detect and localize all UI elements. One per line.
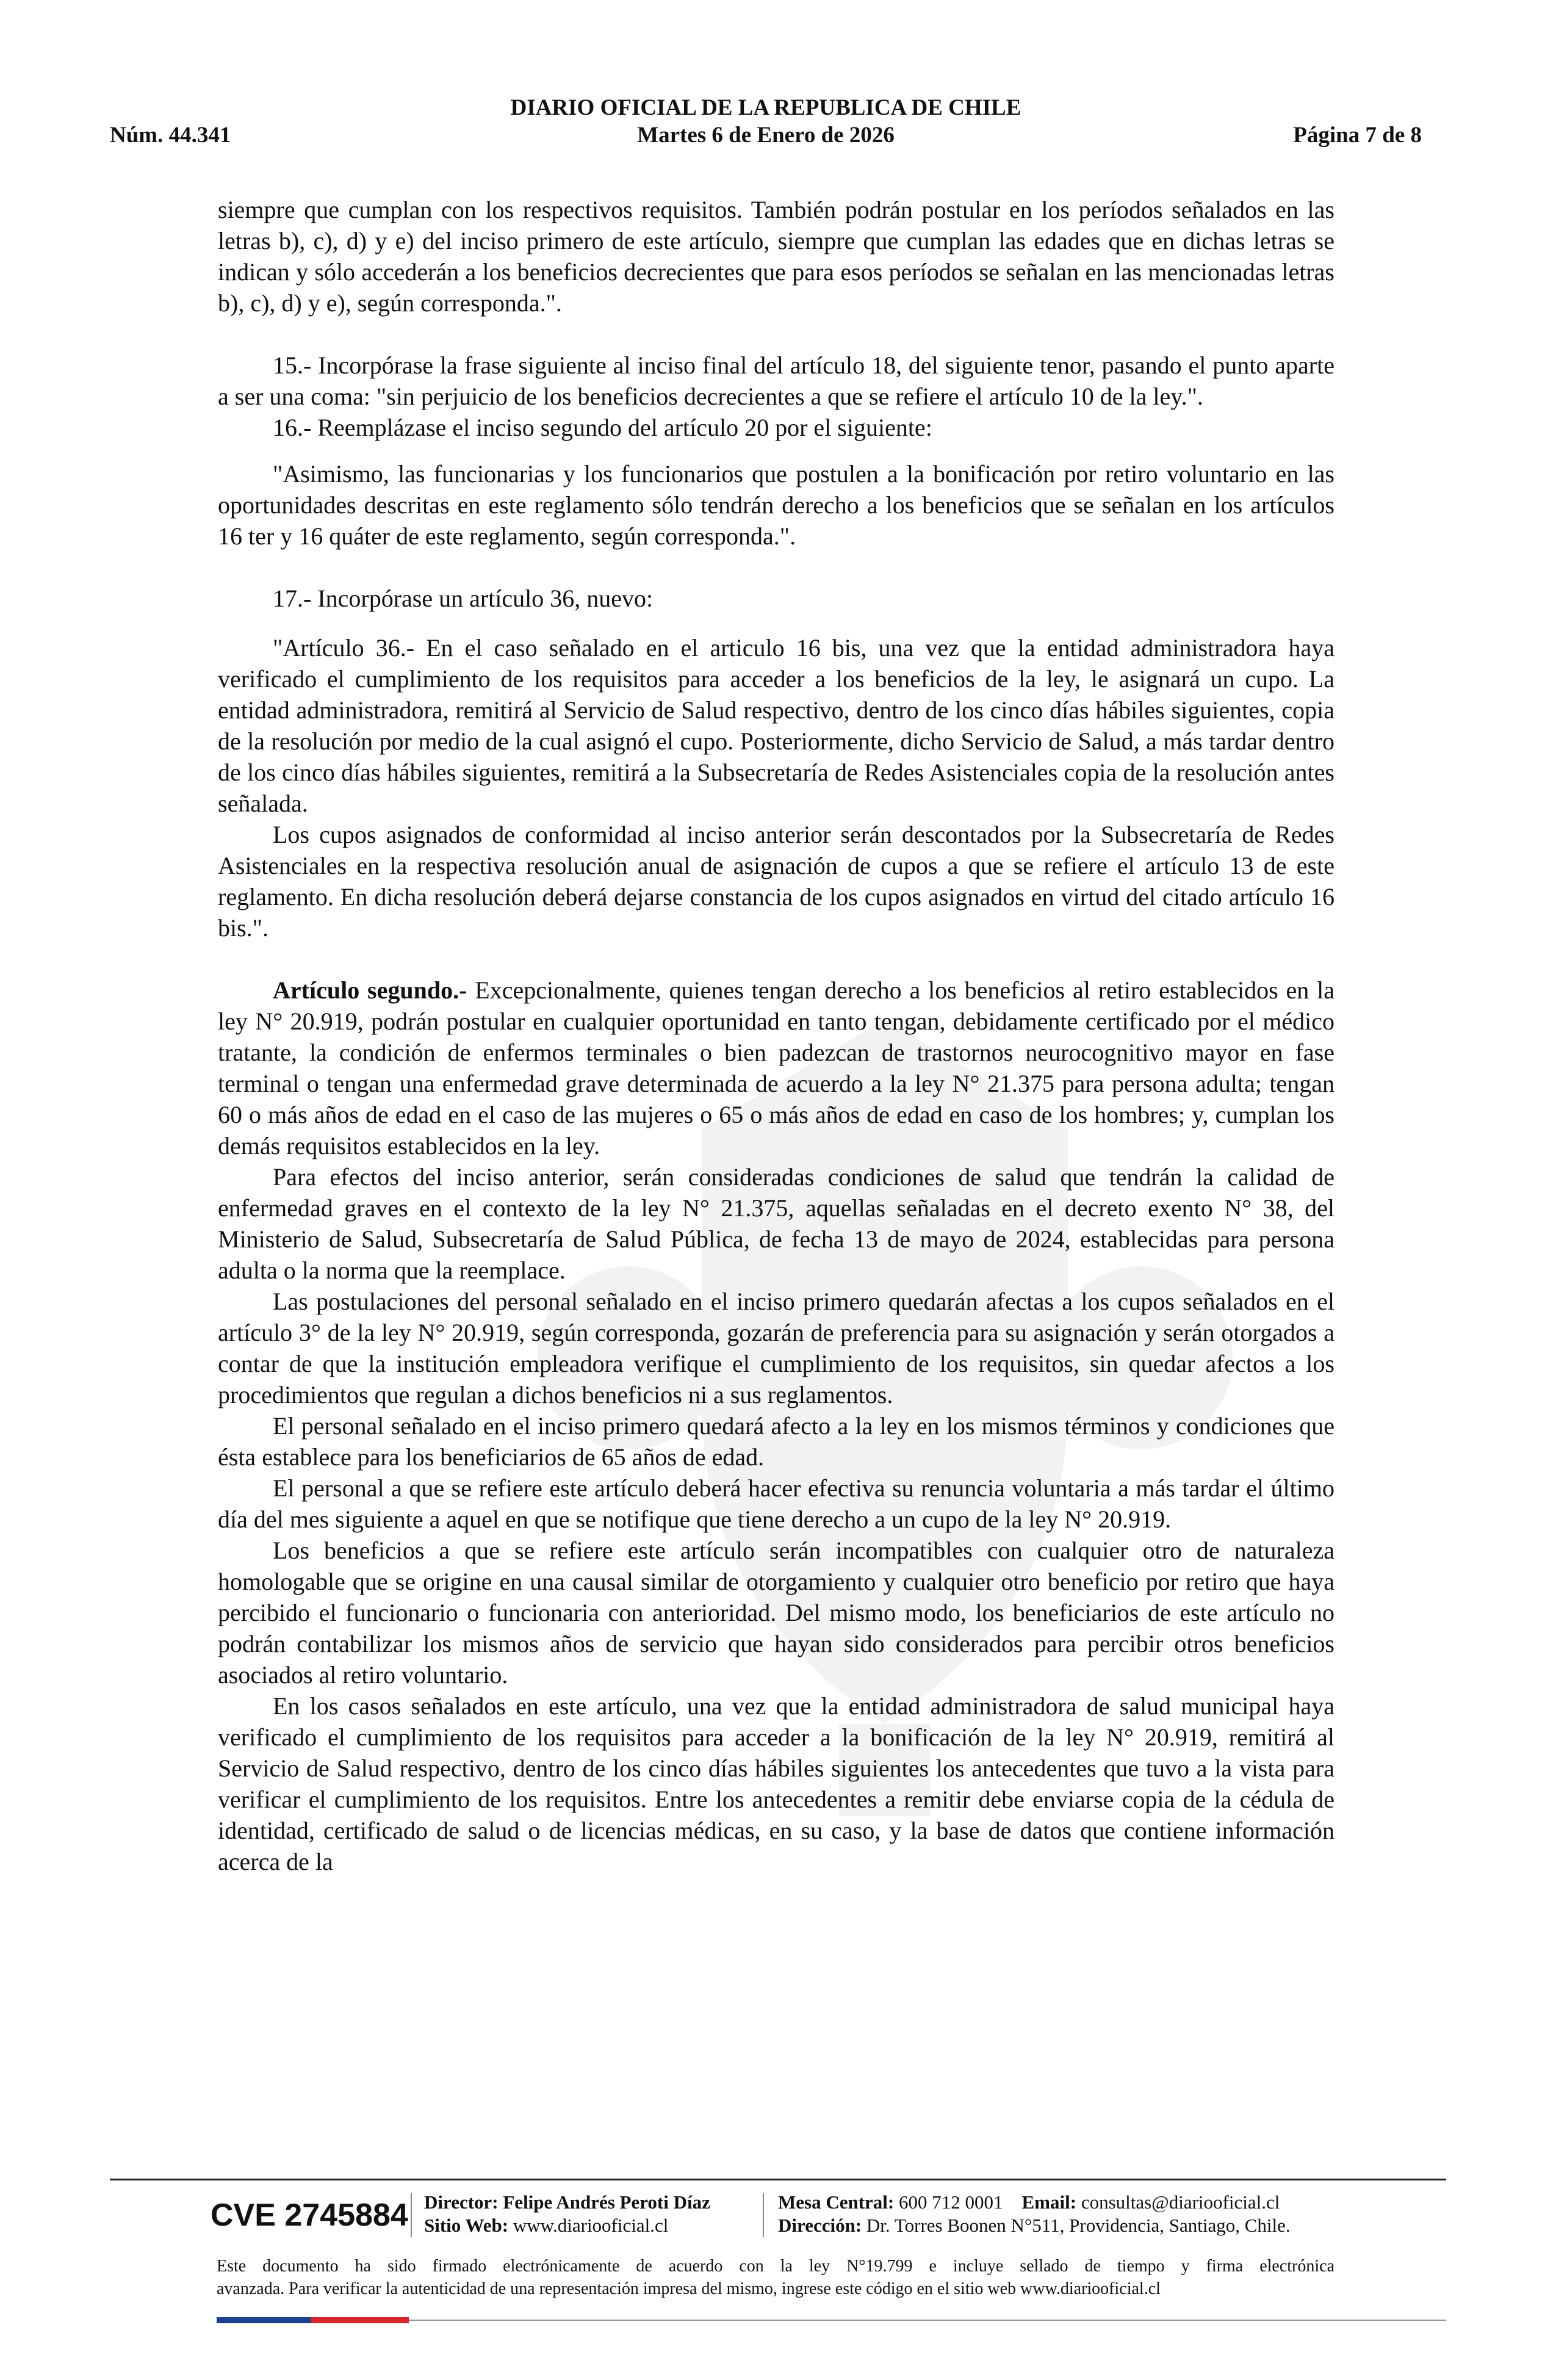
legal-notice: [217, 2255, 1334, 2300]
document-body: [218, 194, 1334, 1877]
flag-stripe-blue: [217, 2317, 311, 2323]
footer-contact-block: [778, 2191, 1291, 2237]
email-link[interactable]: consultas@diariooficial.cl: [1081, 2191, 1280, 2213]
paragraph: 15.- Incorpórase la frase siguiente al inciso final del artículo 18, del siguiente tenor, pasando el punto aparte a ser una coma: "sin perjuicio de los beneficios decrecientes a que se refiere el artículo 10 de la ley.".: [218, 352, 1334, 410]
paragraph: [218, 975, 1334, 1161]
issue-number: Núm. 44.341: [110, 123, 231, 148]
cve-code: CVE 2745884: [211, 2198, 408, 2233]
mesa-label: Mesa Central:: [778, 2191, 895, 2213]
paragraph: Los cupos asignados de conformidad al inciso anterior serán descontados por la Subsecretaría de Redes Asistenciales en la respectiva resolución anual de asignación de cupos a que se refiere el artículo 13 de este reglamento. En dicha resolución deberá dejarse constancia de los cupos asignados en virtud del citado artículo 16 bis.".: [218, 821, 1334, 942]
site-link[interactable]: www.diariooficial.cl: [513, 2215, 669, 2236]
paragraph: "Asimismo, las funcionarias y los funcionarios que postulen a la bonificación por retiro voluntario en las oportunidades descritas en este reglamento sólo tendrán derecho a los beneficios que se señalan en los artículos 16 ter y 16 quáter de este reglamento, según corresponda.".: [218, 460, 1334, 550]
address-text: Dr. Torres Boonen N°511, Providencia, Santiago, Chile.: [866, 2215, 1291, 2236]
director-label: Director:: [424, 2191, 499, 2213]
paragraph: siempre que cumplan con los respectivos requisitos. También podrán postular en los períodos señalados en las letras b), c), d) y e) del inciso primero de este artículo, siempre que cumplan las edades que en dichas letras se indican y sólo accederán a los beneficios decrecientes que para esos períodos se señalan en las mencionadas letras b), c), d) y e), según corresponda.".: [218, 196, 1334, 317]
footer-divider: [110, 2179, 1446, 2180]
footer-bottom-rule: [409, 2320, 1446, 2321]
newspaper-title: DIARIO OFICIAL DE LA REPUBLICA DE CHILE: [510, 95, 1021, 120]
page-footer: [211, 2191, 1339, 2240]
paragraph-text: Excepcionalmente, quienes tengan derecho a los beneficios al retiro establecidos en la ley N° 20.919, podrán postular en cualquier oportunidad en tanto tengan, debidamente certificado por el médico tratante, la condición de enfermos terminales o bien padezcan de trastornos neurocognitivo mayor en fase terminal o tengan una enfermedad grave determinada de acuerdo a la ley N° 21.375 para persona adulta; tengan 60 o más años de edad en el caso de las mujeres o 65 o más años de edad en caso de los hombres; y, cumplan los demás requisitos establecidos en la ley.: [218, 976, 1334, 1159]
director-name: Felipe Andrés Peroti Díaz: [503, 2191, 710, 2213]
page-header: [110, 95, 1422, 150]
footer-director-block: [424, 2191, 710, 2237]
flag-stripe-red: [311, 2317, 409, 2323]
legal-line: avanzada. Para verificar la autenticidad de una representación impresa del mismo, ingrese este código en el sitio web www.diariooficial.cl: [217, 2279, 1161, 2298]
paragraph: 16.- Reemplázase el inciso segundo del artículo 20 por el siguiente:: [273, 414, 932, 441]
article-heading: Artículo segundo.-: [273, 976, 467, 1004]
paragraph: En los casos señalados en este artículo, una vez que la entidad administradora de salud municipal haya verificado el cumplimiento de los requisitos para acceder a la bonificación de la ley N° 20.919, remitirá al Servicio de Salud respectivo, dentro de los cinco días hábiles siguientes los antecedentes que tuvo a la vista para verificar el cumplimiento de los requisitos. Entre los antecedentes a remitir debe enviarse copia de la cédula de identidad, certificado de salud o de licencias médicas, en su caso, y la base de datos que contiene información acerca de la: [218, 1692, 1334, 1875]
mesa-phone: 600 712 0001: [899, 2191, 1003, 2213]
paragraph: El personal a que se refiere este artículo deberá hacer efectiva su renuncia voluntaria a más tardar el último día del mes siguiente a aquel en que se notifique que tiene derecho a un cupo de la ley N° 20.919.: [218, 1474, 1334, 1533]
page-number: Página 7 de 8: [1293, 123, 1422, 148]
paragraph: Para efectos del inciso anterior, serán consideradas condiciones de salud que tendrán la calidad de enfermedad graves en el contexto de la ley N° 21.375, aquellas señaladas en el decreto exento N° 38, del Ministerio de Salud, Subsecretaría de Salud Pública, de fecha 13 de mayo de 2024, establecidas para persona adulta o la norma que la reemplace.: [218, 1163, 1334, 1284]
site-label: Sitio Web:: [424, 2215, 509, 2236]
paragraph: 17.- Incorpórase un artículo 36, nuevo:: [273, 585, 654, 612]
footer-separator: [763, 2193, 764, 2237]
email-label: Email:: [1021, 2191, 1077, 2213]
legal-line: Este documento ha sido firmado electrónicamente de acuerdo con la ley N°19.799 e incluye sellado de tiempo y firma electrónica: [217, 2257, 1334, 2276]
paragraph: Las postulaciones del personal señalado en el inciso primero quedarán afectas a los cupos señalados en el artículo 3° de la ley N° 20.919, según corresponda, gozarán de preferencia para su asignación y serán otorgados a contar de que la institución empleadora verifique el cumplimiento de los requisitos, sin quedar afectos a los procedimientos que regulan a dichos beneficios ni a sus reglamentos.: [218, 1288, 1334, 1408]
paragraph: El personal señalado en el inciso primero quedará afecto a la ley en los mismos términos y condiciones que ésta establece para los beneficiarios de 65 años de edad.: [218, 1412, 1334, 1471]
paragraph: "Artículo 36.- En el caso señalado en el articulo 16 bis, una vez que la entidad administradora haya verificado el cumplimiento de los requisitos para acceder a los beneficios de la ley, le asignará un cupo. La entidad administradora, remitirá al Servicio de Salud respectivo, dentro de los cinco días hábiles siguientes, copia de la resolución por medio de la cual asignó el cupo. Posteriormente, dicho Servicio de Salud, a más tardar dentro de los cinco días hábiles siguientes, remitirá a la Subsecretaría de Redes Asistenciales copia de la resolución antes señalada.: [218, 634, 1334, 817]
paragraph: Los beneficios a que se refiere este artículo serán incompatibles con cualquier otro de naturaleza homologable que se origine en una causal similar de otorgamiento y cualquier otro beneficio por retiro que haya percibido el funcionario o funcionaria con anterioridad. Del mismo modo, los beneficiarios de este artículo no podrán contabilizar los mismos años de servicio que hayan sido considerados para percibir otros beneficios asociados al retiro voluntario.: [218, 1537, 1334, 1689]
footer-separator: [411, 2193, 412, 2237]
issue-date: Martes 6 de Enero de 2026: [637, 123, 895, 148]
address-label: Dirección:: [778, 2215, 862, 2236]
